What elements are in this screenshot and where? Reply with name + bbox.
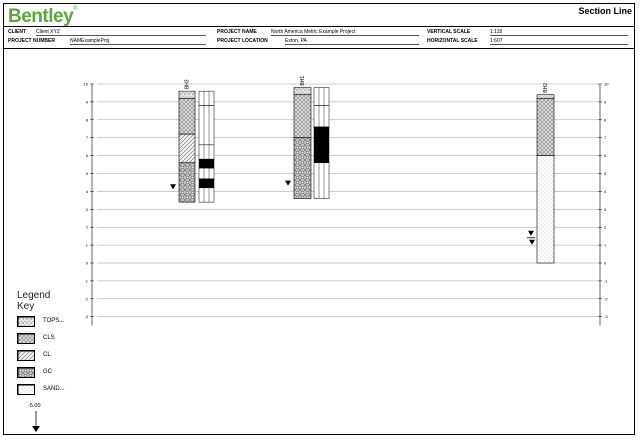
right-tick-label: -2 bbox=[604, 296, 608, 302]
project-name-value: North America Metric Example Project bbox=[271, 29, 356, 35]
legend-swatch-gc bbox=[17, 367, 35, 378]
right-tick-label: 7 bbox=[604, 135, 607, 141]
grid-lines bbox=[97, 84, 598, 317]
borehole-name: BH3 bbox=[184, 79, 191, 90]
stratum-sand bbox=[537, 156, 554, 263]
stratum-cls bbox=[179, 98, 195, 134]
project-location-value: Exton, PA bbox=[285, 38, 307, 44]
left-tick-label: -1 bbox=[84, 278, 88, 284]
left-tick-label: 7 bbox=[85, 135, 88, 141]
legend-swatch-cls bbox=[17, 333, 35, 344]
log-interval bbox=[199, 168, 214, 179]
project-number-value: NAMExampleProj bbox=[70, 38, 110, 44]
logo-text: Bentley bbox=[8, 6, 74, 27]
right-tick-label: 4 bbox=[604, 188, 607, 194]
stratum-gc bbox=[294, 138, 311, 199]
legend-label: CL bbox=[43, 352, 51, 358]
elevation-axes bbox=[84, 82, 610, 326]
legend-title-line1: Legend bbox=[17, 290, 51, 301]
legend-swatch-fill bbox=[18, 385, 35, 395]
log-interval bbox=[199, 188, 214, 202]
stratum-tops bbox=[537, 95, 554, 99]
borehole-name: BH2 bbox=[543, 83, 549, 93]
right-tick-label: 8 bbox=[604, 117, 607, 123]
left-tick-label: 3 bbox=[85, 206, 88, 212]
right-tick-label: -3 bbox=[604, 314, 608, 320]
stratum-gc bbox=[179, 163, 195, 202]
stratum-cl bbox=[179, 134, 195, 163]
right-tick-label: 6 bbox=[604, 153, 607, 159]
legend-label: CLS bbox=[43, 335, 55, 341]
vertical-scale-value: 1:118 bbox=[490, 29, 503, 35]
water-level-icon bbox=[285, 181, 291, 186]
logo-mark: ® bbox=[73, 6, 78, 12]
right-tick-label: 9 bbox=[604, 99, 607, 105]
borehole-bh3[interactable] bbox=[170, 79, 214, 202]
log-interval bbox=[199, 145, 214, 159]
right-tick-label: -1 bbox=[604, 278, 608, 284]
vertical-scale-label: VERTICAL SCALE bbox=[427, 29, 471, 35]
log-interval bbox=[199, 179, 214, 188]
right-tick-label: 5 bbox=[604, 171, 607, 176]
right-tick-label: 10 bbox=[604, 81, 609, 87]
log-interval bbox=[199, 159, 214, 168]
log-interval bbox=[314, 127, 329, 163]
legend-label: GC bbox=[43, 369, 52, 375]
left-tick-label: 6 bbox=[85, 153, 88, 159]
client-label: CLIENT bbox=[8, 29, 27, 35]
bottom-elevation-label: -5.00 bbox=[28, 403, 41, 409]
water-level-icon bbox=[529, 240, 535, 245]
log-interval bbox=[314, 163, 329, 199]
left-tick-label: -3 bbox=[84, 314, 88, 320]
document-title: Section Line bbox=[578, 6, 632, 16]
log-interval bbox=[199, 105, 214, 144]
water-level-icon bbox=[528, 231, 534, 236]
right-tick-label: 3 bbox=[604, 206, 607, 212]
left-tick-label: 8 bbox=[85, 117, 88, 123]
down-arrow-icon bbox=[30, 411, 42, 433]
legend-label: SAND... bbox=[43, 386, 65, 392]
legend-swatch-fill bbox=[18, 368, 35, 378]
horizontal-scale-value: 1:607 bbox=[490, 38, 503, 44]
stratum-tops bbox=[179, 91, 195, 98]
boreholes bbox=[170, 76, 554, 263]
legend-swatch-cl bbox=[17, 350, 35, 361]
right-tick-label: 2 bbox=[604, 224, 607, 230]
legend-label: TOPS... bbox=[43, 318, 65, 324]
legend-swatch-fill bbox=[18, 317, 35, 327]
log-interval bbox=[199, 91, 214, 105]
legend-swatch-tops bbox=[17, 316, 35, 327]
legend-title-line2: Key bbox=[17, 301, 35, 312]
left-tick-label: 5 bbox=[85, 171, 88, 176]
legend-swatch-sand bbox=[17, 384, 35, 395]
left-tick-label: -2 bbox=[84, 296, 88, 302]
log-interval bbox=[314, 105, 329, 126]
right-tick-label: 0 bbox=[604, 260, 607, 266]
left-tick-label: 4 bbox=[85, 188, 88, 194]
client-value: Client XYZ bbox=[36, 29, 60, 35]
left-tick-label: 10 bbox=[83, 81, 88, 87]
left-tick-label: 1 bbox=[85, 242, 88, 248]
left-tick-label: 2 bbox=[85, 224, 88, 230]
project-name-label: PROJECT NAME bbox=[217, 29, 257, 35]
project-number-label: PROJECT NUMBER bbox=[8, 38, 55, 44]
project-location-label: PROJECT LOCATION bbox=[217, 38, 268, 44]
borehole-name: BH1 bbox=[300, 75, 306, 86]
log-interval bbox=[314, 88, 329, 106]
horizontal-scale-label: HORIZONTAL SCALE bbox=[427, 38, 478, 44]
borehole-bh2[interactable] bbox=[527, 83, 554, 263]
stratum-cls bbox=[537, 98, 554, 155]
legend-swatch-fill bbox=[18, 334, 35, 344]
legend-swatch-fill bbox=[18, 351, 35, 361]
left-tick-label: 9 bbox=[85, 99, 88, 105]
left-tick-label: 0 bbox=[85, 260, 88, 266]
right-tick-label: 1 bbox=[604, 242, 607, 248]
stratum-tops bbox=[294, 88, 311, 95]
water-level-icon bbox=[170, 184, 176, 189]
borehole-bh1[interactable] bbox=[285, 76, 329, 199]
stratum-cls bbox=[294, 95, 311, 138]
